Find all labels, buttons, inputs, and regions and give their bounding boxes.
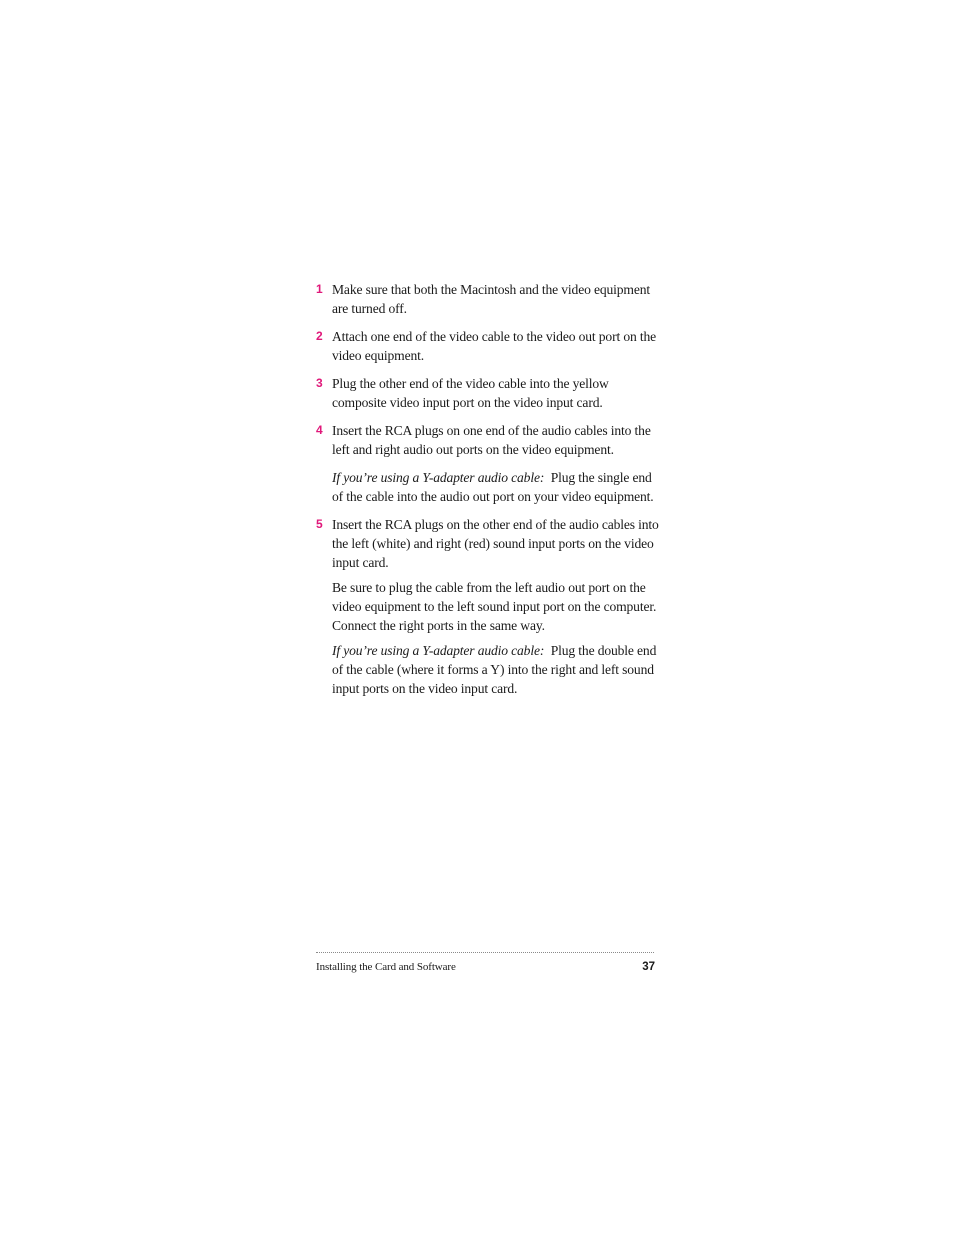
step-number: 5 bbox=[316, 517, 323, 531]
footer-title: Installing the Card and Software bbox=[316, 961, 456, 973]
step-3 bbox=[316, 374, 661, 412]
step-text: Plug the other end of the video cable into the yellow composite video input port on the video input card. bbox=[332, 376, 609, 410]
note-text: Plug the single end of the cable into the audio out port on your video equipment. bbox=[332, 470, 654, 504]
instruction-list bbox=[316, 280, 661, 704]
step-text: Insert the RCA plugs on the other end of the audio cables into the left (white) and right (red) sound input ports on the video input card. bbox=[332, 517, 659, 570]
step-4 bbox=[316, 421, 661, 459]
step-number: 1 bbox=[316, 282, 323, 296]
step-5-paragraph: Be sure to plug the cable from the left audio out port on the video equipment to the left sound input port on the computer. Connect the right ports in the same way. bbox=[332, 580, 657, 633]
step-5 bbox=[316, 515, 661, 572]
step-number: 2 bbox=[316, 329, 323, 343]
step-text: Attach one end of the video cable to the video out port on the video equipment. bbox=[332, 329, 657, 363]
step-text: Insert the RCA plugs on one end of the audio cables into the left and right audio out ports on the video equipment. bbox=[332, 423, 651, 457]
note-lead: If you’re using a Y-adapter audio cable: bbox=[332, 643, 545, 658]
footer-divider bbox=[316, 952, 654, 953]
step-2 bbox=[316, 327, 661, 365]
page-number: 37 bbox=[642, 961, 655, 973]
step-5-note bbox=[316, 641, 661, 698]
step-1 bbox=[316, 280, 661, 318]
note-text: Plug the double end of the cable (where it forms a Y) into the right and left sound input ports on the video input card. bbox=[332, 643, 657, 696]
step-4-note bbox=[316, 468, 661, 506]
note-lead: If you’re using a Y-adapter audio cable: bbox=[332, 470, 545, 485]
step-number: 3 bbox=[316, 376, 323, 390]
step-text: Make sure that both the Macintosh and the video equipment are turned off. bbox=[332, 282, 650, 316]
step-number: 4 bbox=[316, 423, 323, 437]
